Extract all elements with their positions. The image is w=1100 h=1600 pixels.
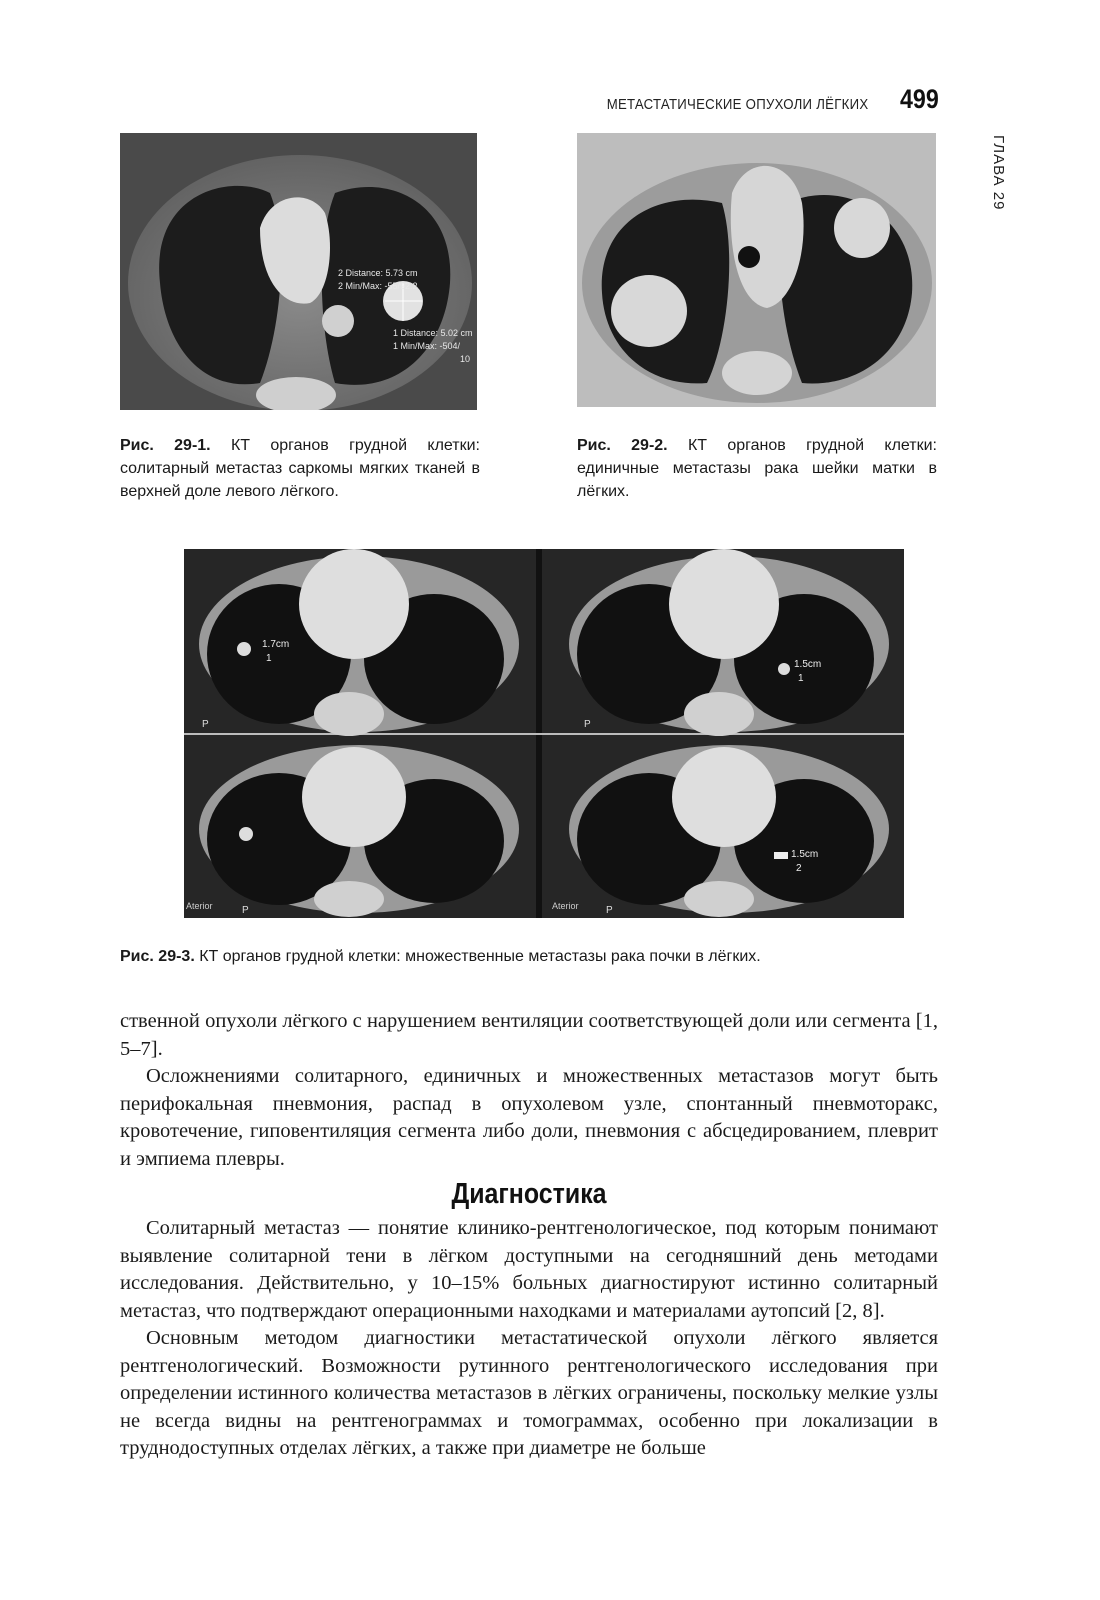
overlay-text-4: 1 Min/Max: -504/ [393,341,461,351]
paragraph: Осложнениями солитарного, единичных и множественных метастазов могут быть перифокальная пневмония, распад в опухолевом узле, спонтанный пневмоторакс, кровотечение, гиповентиляция сегмента либо доли, пневмония с абсцедированием, плеврит и эмпиема плевры. [120,1065,938,1170]
section-heading: Диагностика [451,1178,607,1210]
overlay-text-3: 1 Distance: 5.02 cm [393,328,473,338]
panel-orientation: P [202,719,209,730]
panel-orientation: P [242,905,249,916]
panel-measure: 1.7cm [262,639,290,650]
paragraph: Солитарный метастаз — понятие клинико-рентгенологическое, под которым понимают выявление солитарной тени в лёгком доступными на сегодняшний день методами исследования. Действительно, у 10–15% больных диагностируют истинно солитарный метастаз, что подтверждают операционными находками и материалами аутопсий [2, 8]. [120,1217,938,1322]
paragraph: Основным методом диагностики метастатической опухоли лёгкого является рентгенологический. Возможности рутинного рентгенологического исследования при определении истинного количества метастазов в лёгких ограничены, поскольку мелкие узлы не всегда видны на рентгенограммах и томограммах, особенно при локализации в труднодоступных отделах лёгких, а также при диаметре не больше [120,1327,938,1459]
panel-orientation: P [606,905,613,916]
body-text-top [120,1008,938,1173]
figure-label: Рис. 29-3. [120,948,195,965]
figure-caption-29-3 [120,945,940,968]
figure-caption-29-2 [577,434,937,503]
panel-side-label: Aterior [186,901,213,911]
ct-image-fig-29-1 [120,133,477,410]
panel-side-label: Aterior [552,901,579,911]
figure-caption-text: КТ органов грудной клетки: солитарный метастаз саркомы мягких тканей в верхней доле левого лёгкого. [120,437,481,500]
overlay-text-2: 2 Min/Max: -55/92.2 [338,281,418,291]
panel-index: 2 [796,863,802,874]
ct-image-fig-29-3 [184,549,904,918]
overlay-text-5: 10 [460,354,471,364]
overlay-text-1: 2 Distance: 5.73 cm [338,268,418,278]
figure-label: Рис. 29-1. [120,437,211,454]
chapter-tab: ГЛАВА 29 [990,135,1007,211]
paragraph: ственной опухоли лёгкого с нарушением вентиляции соответствующей доли или сегмента [1, 5–7]. [120,1010,938,1060]
figure-label: Рис. 29-2. [577,437,668,454]
figure-caption-text: КТ органов грудной клетки: единичные метастазы рака шейки матки в лёгких. [577,437,938,500]
figure-caption-29-1 [120,434,480,503]
running-title: МЕТАСТАТИЧЕСКИЕ ОПУХОЛИ ЛЁГКИХ [606,96,868,113]
panel-index: 1 [266,653,272,664]
panel-measure: 1.5cm [794,659,822,670]
panel-measure: 1.5cm [791,849,819,860]
panel-index: 1 [798,673,804,684]
body-text-diagnostics [120,1215,938,1463]
figure-caption-text: КТ органов грудной клетки: множественные метастазы рака почки в лёгких. [194,948,761,965]
page-number: 499 [900,84,939,114]
panel-orientation: P [584,719,591,730]
ct-image-fig-29-2 [577,133,936,407]
